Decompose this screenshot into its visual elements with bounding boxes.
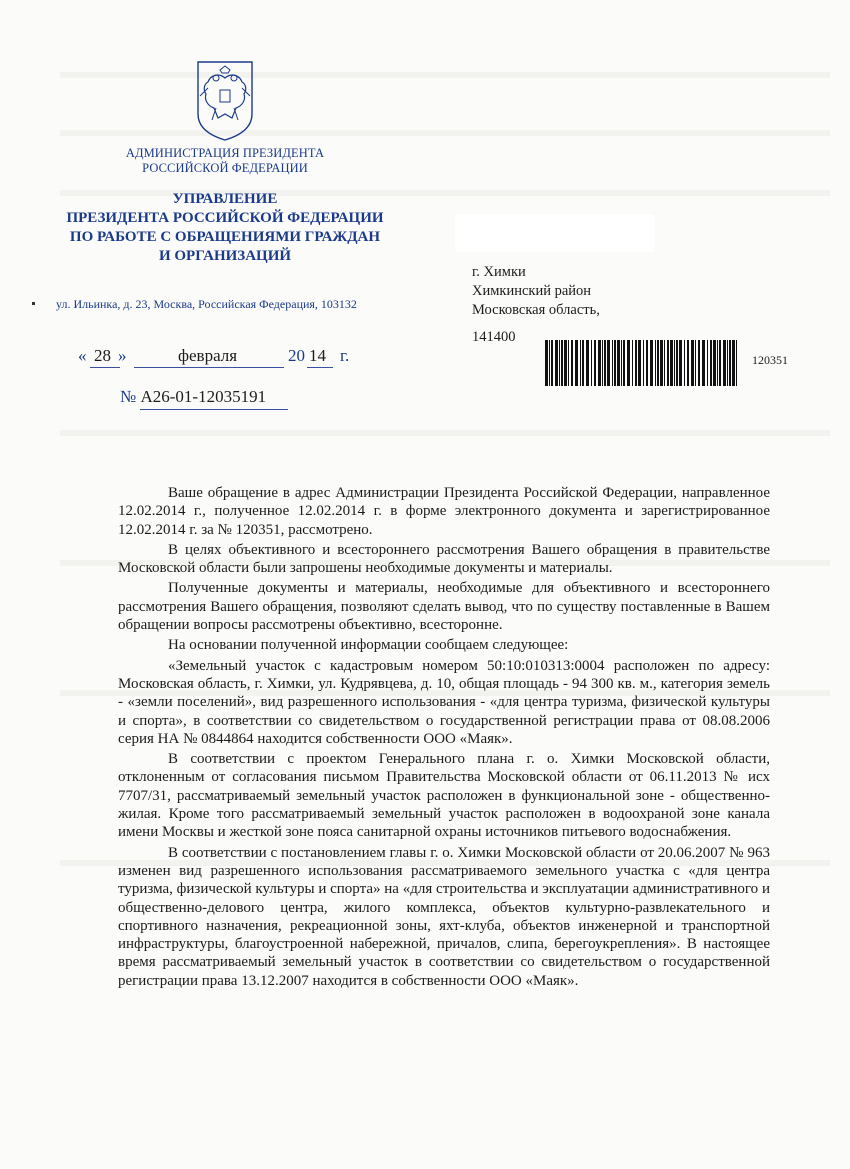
department-name <box>60 190 390 266</box>
recipient-line-2: Химкинский район <box>472 283 592 299</box>
dept-line-2: ПРЕЗИДЕНТА РОССИЙСКОЙ ФЕДЕРАЦИИ <box>66 210 384 226</box>
barcode-bar <box>598 340 601 386</box>
body-paragraph-2: В целях объективного и всестороннего рассмотрения Вашего обращения в правительстве Московской области были запрошены необходимые документы и материалы. <box>118 541 770 577</box>
barcode-bar <box>635 340 637 386</box>
date-year-label: г. <box>340 346 350 365</box>
barcode-bar <box>607 340 610 386</box>
barcode-bar <box>582 340 584 386</box>
recipient-postcode: 141400 <box>472 329 516 345</box>
barcode-bar <box>614 340 616 386</box>
barcode-bar <box>612 340 613 386</box>
barcode-bar <box>561 340 563 386</box>
year-underline <box>307 367 333 368</box>
barcode-bar <box>555 340 558 386</box>
barcode-bar <box>710 340 712 386</box>
barcode-bar <box>580 340 581 386</box>
body-paragraph-4: На основании полученной информации сообщаем следующее: <box>168 637 569 654</box>
registration-number <box>120 387 266 407</box>
date-day: 28 <box>94 346 111 365</box>
double-headed-eagle-emblem-icon <box>194 58 256 142</box>
barcode-bar <box>591 340 592 386</box>
barcode-bar <box>650 340 653 386</box>
barcode-bar <box>623 340 625 386</box>
registration-prefix: № <box>120 387 137 406</box>
recipient-line-3: Московская область, <box>472 302 600 318</box>
show-through-line <box>60 430 830 436</box>
body-paragraph-3: Полученные документы и материалы, необходимые для объективного и всестороннего рассмотрения Вашего обращения, позволяют сделать вывод, что по существу поставленные в Вашем обращении вопросы рассмотрены объективно, всесторонне. <box>118 580 770 634</box>
barcode-bar <box>717 340 718 386</box>
barcode-bar <box>646 340 648 386</box>
letter-body <box>118 484 770 990</box>
date-year-suffix: 14 <box>309 346 326 365</box>
barcode-bar <box>621 340 622 386</box>
month-underline <box>134 367 284 368</box>
barcode-bar <box>679 340 682 386</box>
barcode-bar <box>586 340 589 386</box>
margin-mark <box>32 302 35 305</box>
barcode-bar <box>545 340 548 386</box>
date-month: февраля <box>178 346 238 365</box>
barcode-bar <box>719 340 721 386</box>
body-paragraph-5: «Земельный участок с кадастровым номером 50:10:010313:0004 расположен по адресу: Московская область, г. Химки, ул. Кудрявцева, д. 10, общая площадь - 94 300 кв. м., категория земель - «земли поселений», вид разрешенного использования - «для центра туризма, физической культуры и спорта», в соответствии со свидетельством о государственной регистрации права от 08.08.2006 серия НА № 0844864 находится собственности ООО «Маяк». <box>118 657 770 747</box>
barcode-bar <box>643 340 644 386</box>
barcode-bar <box>713 340 716 386</box>
barcode-bar <box>732 340 735 386</box>
admin-line-2: РОССИЙСКОЙ ФЕДЕРАЦИИ <box>142 161 308 175</box>
body-paragraph-1: Ваше обращение в адрес Администрации Президента Российской Федерации, направленное 12.02.2014 г., полученное 12.02.2014 г. в форме электронного документа и зарегистрированное 12.02.2014 г. за № 120351, рассмотрено. <box>118 485 770 538</box>
date-open-quote: « <box>78 346 87 365</box>
body-paragraph-7: В соответствии с постановлением главы г. о. Химки Московской области от 20.06.2007 № 963 изменен вид разрешенного использования рассматриваемого земельного участка с «для центра туризма, физической культуры и спорта» на «для строительства и эксплуатации административного и общественно-делового центра, жилого комплекса, объектов культурно-развлекательного и спортивного назначения, рекреационной зоны, яхт-клуба, объектов инженерной и транспортной инфраструктуры, благоустроенной набережной, причалов, слипа, берегоукрепления». В настоящее время рассматриваемый земельный участок в соответствии со свидетельством о государственной регистрации права 13.12.2007 находится в собственности ООО «Маяк». <box>118 844 770 989</box>
barcode-bar <box>604 340 606 386</box>
barcode-bar <box>559 340 560 386</box>
barcode-bar <box>736 340 737 386</box>
barcode-bar <box>723 340 726 386</box>
registration-underline <box>140 409 288 410</box>
barcode-bar <box>564 340 567 386</box>
barcode-bar <box>551 340 553 386</box>
barcode-bar <box>655 340 656 386</box>
barcode-bar <box>729 340 731 386</box>
barcode-bar <box>687 340 689 386</box>
recipient-address <box>472 263 600 347</box>
dept-line-1: УПРАВЛЕНИЕ <box>172 191 278 207</box>
recipient-line-1: г. Химки <box>472 264 526 280</box>
dept-line-4: И ОРГАНИЗАЦИЙ <box>158 248 292 264</box>
barcode-bar <box>691 340 694 386</box>
barcode-bar <box>632 340 633 386</box>
letterhead <box>60 58 390 266</box>
barcode-number: 120351 <box>752 353 788 367</box>
barcode-bar <box>571 340 573 386</box>
barcode-bar <box>664 340 665 386</box>
letterhead-address: ул. Ильинка, д. 23, Москва, Российская Федерация, 103132 <box>56 297 357 311</box>
barcode-bar <box>676 340 678 386</box>
barcode-bar <box>667 340 669 386</box>
day-underline <box>90 367 120 368</box>
date-close-quote: » <box>118 346 127 365</box>
barcode-bar <box>674 340 675 386</box>
barcode-bar <box>727 340 728 386</box>
body-paragraph-6: В соответствии с проектом Генерального плана г. о. Химки Московской области, отклоненным от согласования письмом Правительства Московской области от 06.11.2013 № исх 7707/31, рассматриваемый земельный участок расположен в функциональной зоне - общественно-жилая. Кроме того рассматриваемый земельный участок расположен в водоохраной зоне канала имени Москвы и жесткой зоне пояса санитарной охраны источников питьевого водоснабжения. <box>118 751 770 841</box>
administration-name <box>60 146 390 176</box>
barcode-bar <box>660 340 663 386</box>
barcode-bar <box>670 340 673 386</box>
redacted-area <box>455 214 655 252</box>
barcode-icon <box>545 340 741 386</box>
barcode-bar <box>657 340 659 386</box>
barcode-bar <box>638 340 641 386</box>
barcode-bar <box>602 340 603 386</box>
barcode-bar <box>702 340 705 386</box>
dept-line-3: ПО РАБОТЕ С ОБРАЩЕНИЯМИ ГРАЖДАН <box>69 229 381 245</box>
barcode-bar <box>568 340 569 386</box>
barcode-bar <box>549 340 550 386</box>
barcode-bar <box>627 340 630 386</box>
barcode-bar <box>594 340 596 386</box>
barcode-bar <box>684 340 685 386</box>
date-year-prefix: 20 <box>288 346 305 365</box>
barcode-bar <box>617 340 620 386</box>
barcode-bar <box>707 340 708 386</box>
admin-line-1: АДМИНИСТРАЦИЯ ПРЕЗИДЕНТА <box>125 146 325 160</box>
barcode-bar <box>575 340 578 386</box>
registration-value: А26-01-12035191 <box>140 387 267 406</box>
barcode-bar <box>698 340 700 386</box>
barcode-bar <box>695 340 696 386</box>
